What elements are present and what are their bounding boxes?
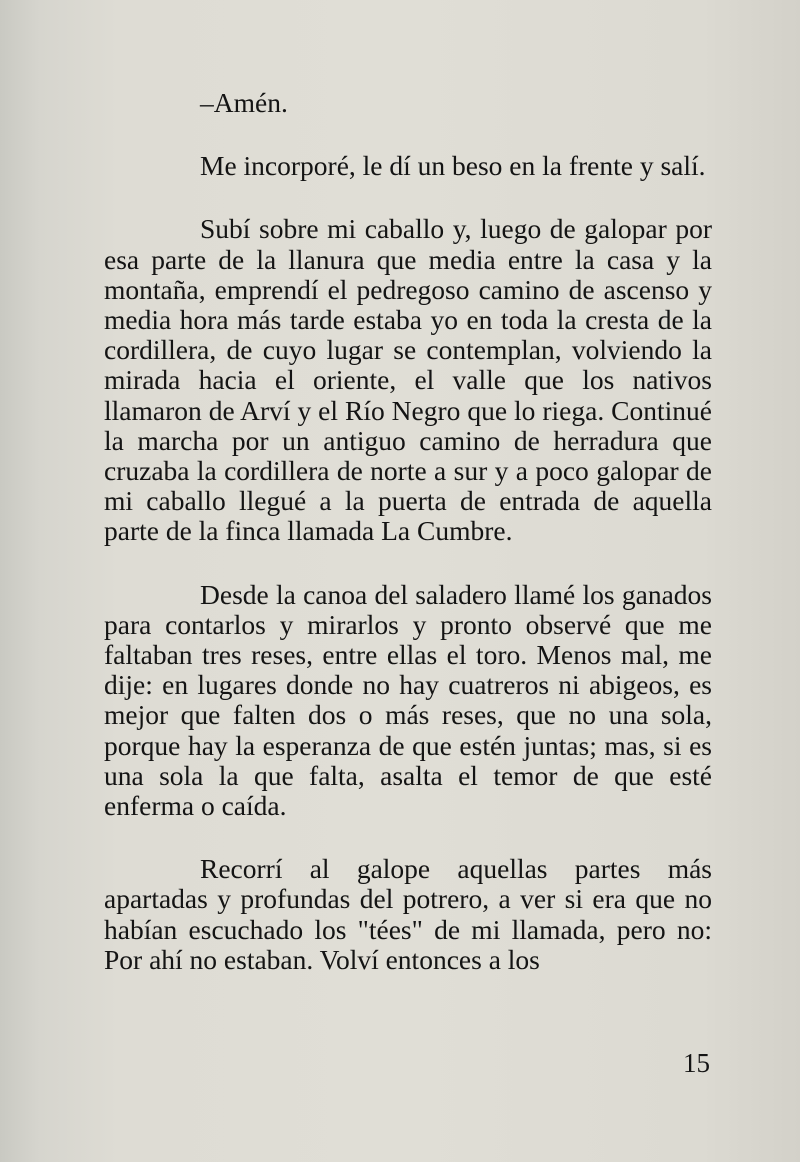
paragraph: Desde la canoa del saladero llamé los ganados para contarlos y mirarlos y pronto observé que me faltaban tres reses, entre ellas el toro. Menos mal, me dije: en lugares donde no hay cuatreros ni abigeos, es mejor que falten dos o más reses, que no una sola, porque hay la esperanza de que estén juntas; mas, si es una sola la que falta, asalta el temor de que esté enferma o caída. [104, 578, 712, 822]
paragraph: Me incorporé, le dí un beso en la frente y salí. [200, 150, 706, 182]
page-number: 15 [683, 1048, 710, 1078]
paragraph: Subí sobre mi caballo y, luego de galopar por esa parte de la llanura que media entre la casa y la montaña, emprendí el pedregoso camino de ascenso y media hora más tarde estaba yo en toda la cresta de la cordillera, de cuyo lugar se contemplan, volviendo la mirada hacia el oriente, el valle que los nativos llamaron de Arví y el Río Negro que lo riega. Continué la marcha por un antiguo camino de herradura que cruzaba la cordillera de norte a sur y a poco galopar de mi caballo llegué a la puerta de entrada de aquella parte de la finca llamada La Cumbre. [104, 213, 712, 547]
page-body [104, 88, 712, 1008]
paragraph: Recorrí al galope aquellas partes más apartadas y profundas del potrero, a ver si era que no habían escuchado los "tées" de mi llamada, pero no: Por ahí no estaban. Volví entonces a los [104, 853, 712, 975]
paragraph: –Amén. [200, 87, 288, 118]
